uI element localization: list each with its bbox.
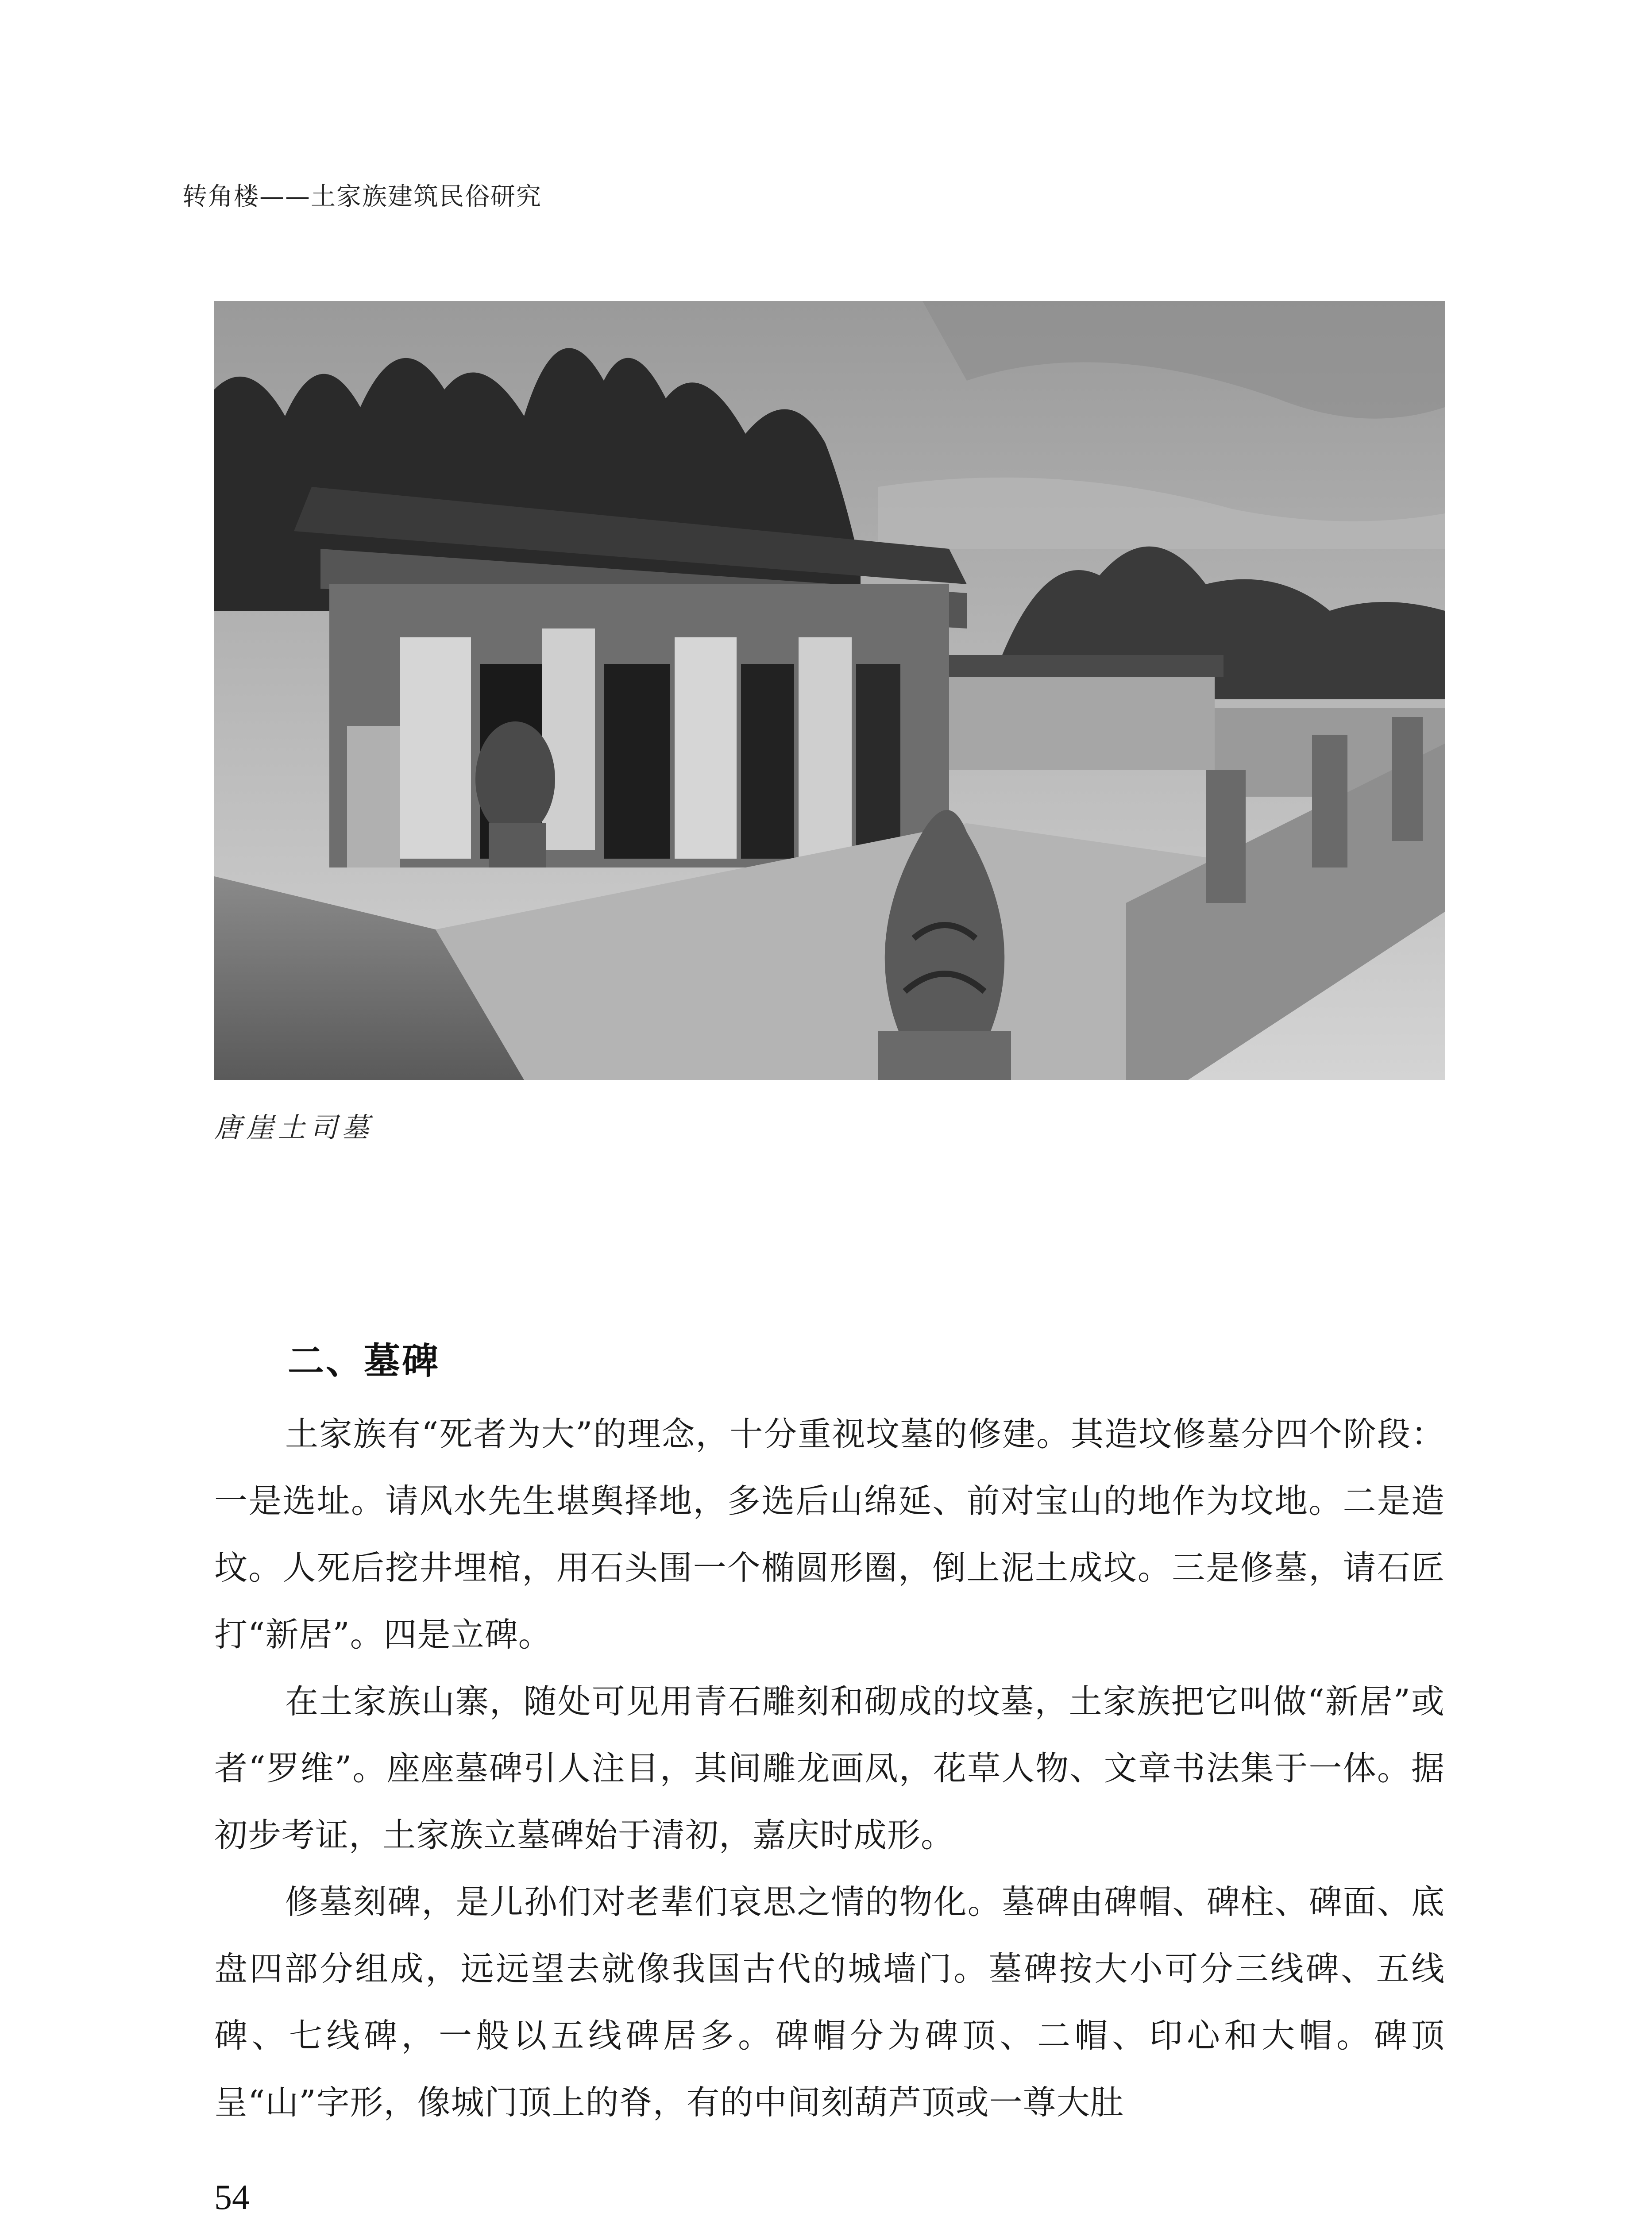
paragraph: 土家族有“死者为大”的理念，十分重视坟墓的修建。其造坟修墓分四个阶段：一是选址。请风水先生堪舆择地，多选后山绵延、前对宝山的地作为坟地。二是造坟。人死后挖井埋棺，用石头围一个椭圆形圈，倒上泥土成坟。三是修墓，请石匠打“新居”。四是立碑。 bbox=[214, 1415, 1445, 1654]
figure-caption: 唐崖土司墓 bbox=[214, 1111, 374, 1144]
paragraph: 修墓刻碑，是儿孙们对老辈们哀思之情的物化。墓碑由碑帽、碑柱、碑面、底盘四部分组成，远远望去就像我国古代的城墙门。墓碑按大小可分三线碑、五线碑、七线碑，一般以五线碑居多。碑帽分为碑顶、二帽、印心和大帽。碑顶呈“山”字形，像城门顶上的脊，有的中间刻葫芦顶或一尊大肚 bbox=[214, 1882, 1445, 2122]
page-number: 54 bbox=[214, 2178, 250, 2213]
section-heading: 二、墓碑 bbox=[288, 1340, 440, 1382]
running-header: 转角楼——土家族建筑民俗研究 bbox=[182, 182, 542, 211]
tomb-photograph bbox=[214, 301, 1445, 1080]
paragraph: 在土家族山寨，随处可见用青石雕刻和砌成的坟墓，土家族把它叫做“新居”或者“罗维”。座座墓碑引人注目，其间雕龙画凤，花草人物、文章书法集于一体。据初步考证，土家族立墓碑始于清初，嘉庆时成形。 bbox=[214, 1682, 1445, 1854]
body-text bbox=[214, 1401, 1445, 2136]
